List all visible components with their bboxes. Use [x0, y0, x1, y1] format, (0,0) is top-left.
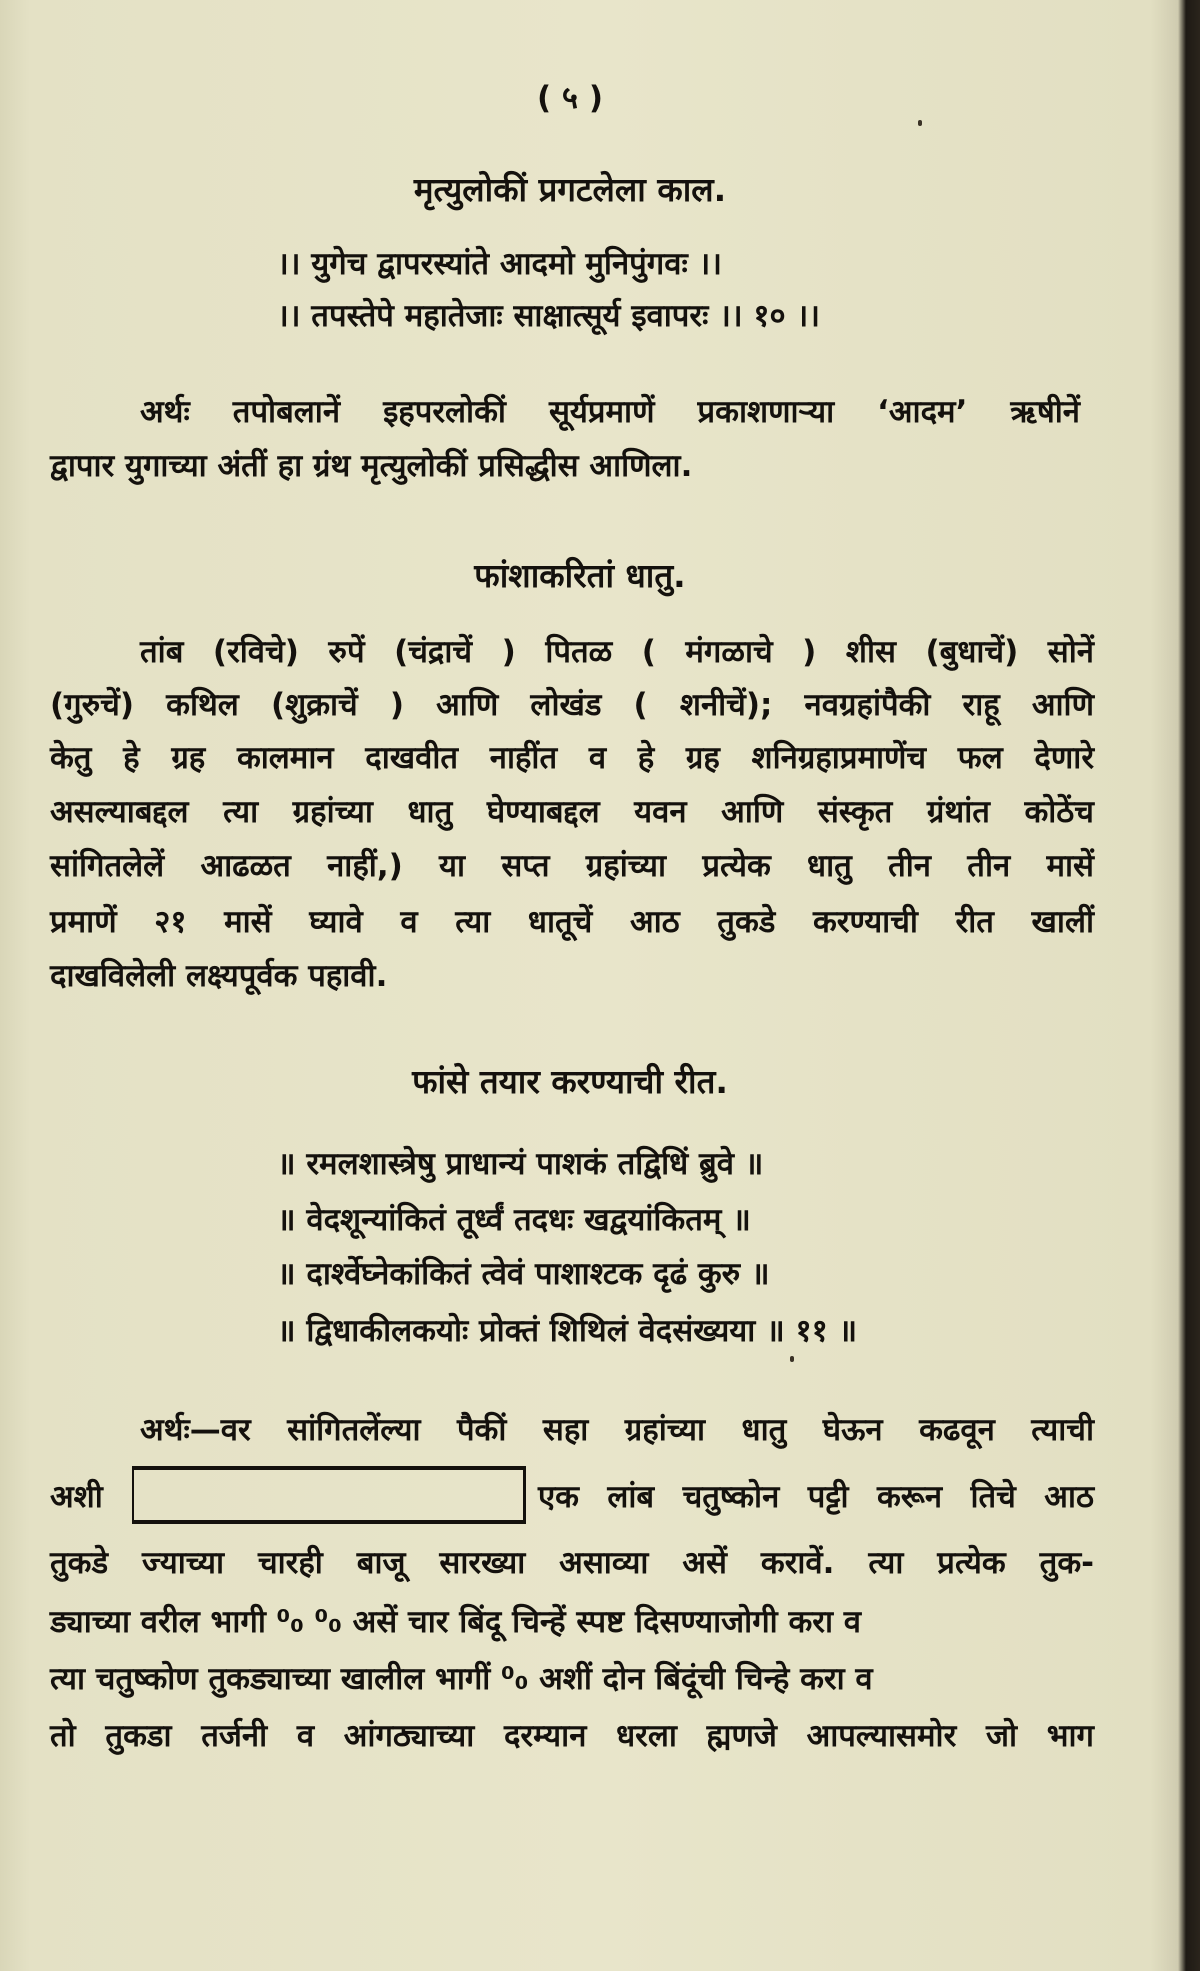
- paragraph-line: असल्याबद्दल त्या ग्रहांच्या धातु घेण्याबद्दल यवन आणि संस्कृत ग्रंथांत कोठेंच: [50, 794, 1094, 830]
- verse-line: ।। तपस्तेपे महातेजाः साक्षात्सूर्य इवापरः ।। १० ।।: [277, 298, 820, 334]
- text: असें चार बिंदू चिन्हें स्पष्ट दिसण्याजोगी करा व: [352, 1604, 862, 1640]
- heading-phanse-ritt: फांसे तयार करण्याची रीत.: [412, 1062, 728, 1101]
- dot-mark-symbol: ⁰₀ ⁰₀: [276, 1604, 342, 1640]
- text: अशीं दोन बिंदूंची चिन्हे करा व: [539, 1661, 873, 1697]
- text: त्या चतुष्कोण तुकड्याच्या खालील भागीं: [50, 1661, 491, 1697]
- paragraph-line: तांब (रविचे) रुपें (चंद्राचें ) पितळ ( मंगळाचे ) शीस (बुधाचें) सोनें: [140, 634, 1094, 670]
- meaning-line-prefix: अशी: [50, 1479, 103, 1515]
- meaning-line-suffix: एक लांब चतुष्कोन पट्टी करून तिचे आठ: [538, 1479, 1094, 1515]
- paragraph-line: प्रमाणें २१ मासें घ्यावे व त्या धातूचें आठ तुकडे करण्याची रीत खालीं: [50, 904, 1094, 940]
- verse-line: ।। युगेच द्वापरस्यांते आदमो मुनिपुंगवः ।।: [277, 246, 722, 282]
- meaning-line: अर्थः—वर सांगितलेंल्या पैकीं सहा ग्रहांच्या धातु घेऊन कढवून त्याची: [140, 1412, 1094, 1448]
- strip-diagram: [132, 1466, 526, 1524]
- paragraph-line: केतु हे ग्रह कालमान दाखवीत नाहींत व हे ग्रह शनिग्रहाप्रमाणेंच फल देणारे: [50, 740, 1094, 776]
- verse-line: ॥ द्विधाकीलकयोः प्रोक्तं शिथिलं वेदसंख्यया ॥ ११ ॥: [277, 1313, 858, 1349]
- meaning-line: तुकडे ज्याच्या चारही बाजू सारख्या असाव्या असें करावें. त्या प्रत्येक तुक-: [50, 1545, 1094, 1581]
- meaning-line: [50, 1602, 861, 1642]
- print-speck: [918, 120, 922, 126]
- verse-line: ॥ वेदशून्यांकितं तूर्ध्वं तदधः खद्वयांकितम् ॥: [277, 1202, 751, 1238]
- heading-dhatu: फांशाकरितां धातु.: [474, 556, 686, 595]
- paragraph-line: (गुरुचें) कथिल (शुक्राचें ) आणि लोखंड ( शनीचें); नवग्रहांपैकी राहू आणि: [50, 687, 1094, 723]
- text: ड्याच्या वरील भागी: [50, 1604, 266, 1640]
- heading-mrityuloki: मृत्युलोकीं प्रगटलेला काल.: [413, 170, 727, 209]
- verse-line: ॥ रमलशास्त्रेषु प्राधान्यं पाशकं तद्विधिं ब्रुवे ॥: [277, 1146, 764, 1182]
- paragraph-line: दाखविलेली लक्ष्यपूर्वक पहावी.: [50, 958, 388, 994]
- meaning-line: अर्थः तपोबलानें इहपरलोकीं सूर्यप्रमाणें प्रकाशणाऱ्या ‘आदम’ ऋषीनें: [140, 394, 1080, 430]
- meaning-line: तो तुकडा तर्जनी व आंगठ्याच्या दरम्यान धरला ह्मणजे आपल्यासमोर जो भाग: [50, 1718, 1094, 1754]
- verse-line: ॥ दार्श्वेघ्नेकांकितं त्वेवं पाशाश्टक दृढं कुरु ॥: [277, 1256, 770, 1292]
- meaning-line: द्वापार युगाच्या अंतीं हा ग्रंथ मृत्युलोकीं प्रसिद्धीस आणिला.: [50, 448, 693, 484]
- paragraph-line: सांगितलेलें आढळत नाहीं,) या सप्त ग्रहांच्या प्रत्येक धातु तीन तीन मासें: [50, 848, 1094, 884]
- dot-mark-symbol: ⁰₀: [501, 1661, 529, 1697]
- meaning-line: [50, 1659, 873, 1699]
- print-speck: [790, 1356, 794, 1362]
- page-number: ( ५ ): [536, 80, 604, 116]
